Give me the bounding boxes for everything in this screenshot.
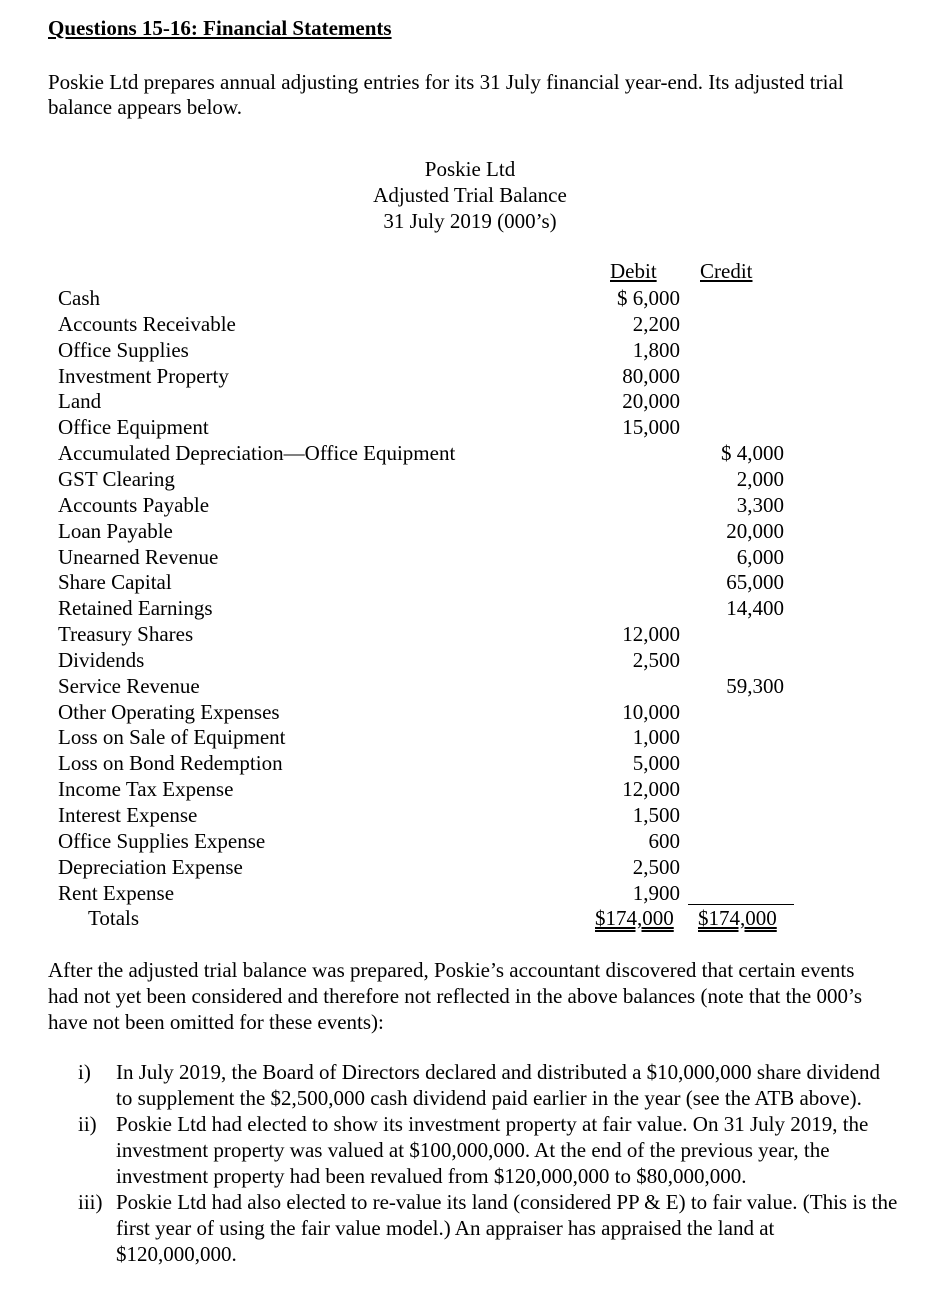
debit-amount: 2,500 xyxy=(632,854,680,879)
credit-amount: 20,000 xyxy=(726,518,784,543)
table-row xyxy=(0,518,948,544)
table-row xyxy=(0,388,948,414)
account-name: Interest Expense xyxy=(58,803,198,827)
account-name: Investment Property xyxy=(58,363,229,388)
debit-amount: 15,000 xyxy=(622,415,680,440)
event-item xyxy=(78,1059,898,1111)
table-row xyxy=(0,311,948,337)
credit-amount: 59,300 xyxy=(726,673,784,698)
debit-amount: 10,000 xyxy=(622,699,680,724)
account-name: Rent Expense xyxy=(58,880,175,905)
table-row xyxy=(0,363,948,389)
table-row xyxy=(0,673,948,699)
debit-column-header: Debit xyxy=(610,259,657,283)
event-number: iii) xyxy=(78,1190,103,1214)
account-name: Accumulated Depreciation—Office Equipment xyxy=(58,441,456,466)
debit-amount: 80,000 xyxy=(622,363,680,388)
events-list xyxy=(78,1059,898,1267)
account-name: Accounts Payable xyxy=(58,492,210,517)
table-row xyxy=(0,285,948,311)
account-name: Office Supplies Expense xyxy=(58,828,266,853)
account-name: Treasury Shares xyxy=(58,622,194,647)
account-name: Loss on Bond Redemption xyxy=(58,751,283,776)
event-number: ii) xyxy=(78,1112,97,1136)
credit-amount: $ 4,000 xyxy=(721,441,784,466)
account-name: Land xyxy=(58,389,102,414)
table-row xyxy=(0,802,948,828)
credit-amount: 14,400 xyxy=(726,596,784,621)
account-name: Office Equipment xyxy=(58,415,209,440)
credit-amount: 2,000 xyxy=(736,466,784,491)
credit-amount: 65,000 xyxy=(726,570,784,595)
table-row xyxy=(0,854,948,880)
statement-title: Adjusted Trial Balance xyxy=(373,183,567,207)
total-credit: $174,000 xyxy=(698,906,777,930)
account-name: Income Tax Expense xyxy=(58,777,234,802)
table-row xyxy=(0,724,948,750)
event-item xyxy=(78,1189,898,1267)
debit-amount: 2,200 xyxy=(632,311,680,336)
debit-amount: 5,000 xyxy=(632,751,680,776)
event-item xyxy=(78,1111,898,1189)
section-heading: Questions 15-16: Financial Statements xyxy=(48,16,392,40)
credit-amount: 6,000 xyxy=(736,544,784,569)
account-name: Dividends xyxy=(58,647,145,672)
table-row xyxy=(0,647,948,673)
account-name: Depreciation Expense xyxy=(58,854,243,879)
event-number: i) xyxy=(78,1060,91,1084)
debit-amount: 1,500 xyxy=(632,803,680,827)
account-name: Retained Earnings xyxy=(58,596,213,621)
total-debit: $174,000 xyxy=(595,906,674,930)
debit-amount: 1,900 xyxy=(632,880,680,905)
event-text: In July 2019, the Board of Directors declared and distributed a $10,000,000 share dividend to supplement the $2,500,000 cash dividend paid earlier in the year (see the ATB above). xyxy=(116,1060,880,1110)
account-name: Service Revenue xyxy=(58,673,200,698)
account-name: Other Operating Expenses xyxy=(58,699,280,724)
account-name: Cash xyxy=(58,286,100,310)
debit-amount: 600 xyxy=(648,828,680,853)
after-paragraph: After the adjusted trial balance was prepared, Poskie’s accountant discovered that certain events had not yet been considered and therefore not reflected in the above balances (note that the 000’s have not been omitted for these events): xyxy=(48,958,863,1034)
table-row xyxy=(0,699,948,725)
debit-amount: 1,000 xyxy=(632,725,680,750)
table-row xyxy=(0,414,948,440)
intro-paragraph: Poskie Ltd prepares annual adjusting entries for its 31 July financial year-end. Its adjusted trial balance appears below. xyxy=(48,70,844,119)
account-name: GST Clearing xyxy=(58,466,175,491)
debit-amount: $ 6,000 xyxy=(617,286,680,310)
account-name: Office Supplies xyxy=(58,337,189,362)
credit-amount: 3,300 xyxy=(736,492,784,517)
account-name: Accounts Receivable xyxy=(58,311,236,336)
company-name: Poskie Ltd xyxy=(424,157,516,181)
table-row xyxy=(0,569,948,595)
debit-amount: 2,500 xyxy=(632,647,680,672)
totals-label: Totals xyxy=(88,906,140,930)
event-text: Poskie Ltd had elected to show its investment property at fair value. On 31 July 2019, the investment property was valued at $100,000,000. At the end of the previous year, the investment property had been revalued from $120,000,000 to $80,000,000. xyxy=(116,1112,869,1188)
debit-amount: 12,000 xyxy=(622,777,680,802)
account-name: Loan Payable xyxy=(58,518,173,543)
account-name: Loss on Sale of Equipment xyxy=(58,725,286,750)
table-row xyxy=(0,440,948,466)
table-row xyxy=(0,466,948,492)
table-row xyxy=(0,828,948,854)
debit-amount: 20,000 xyxy=(622,389,680,414)
account-name: Share Capital xyxy=(58,570,172,595)
table-row xyxy=(0,750,948,776)
table-row xyxy=(0,595,948,621)
table-row xyxy=(0,776,948,802)
statement-date: 31 July 2019 (000’s) xyxy=(383,209,557,233)
event-text: Poskie Ltd had also elected to re-value its land (considered PP & E) to fair value. (This is the first year of using the fair value model.) An appraiser has appraised the land at $120,000,000. xyxy=(116,1190,898,1266)
account-name: Unearned Revenue xyxy=(58,544,219,569)
trial-balance-title-block xyxy=(300,156,640,234)
debit-amount: 1,800 xyxy=(632,337,680,362)
table-row xyxy=(0,337,948,363)
table-row xyxy=(0,621,948,647)
debit-amount: 12,000 xyxy=(622,622,680,647)
table-row xyxy=(0,544,948,570)
credit-column-header: Credit xyxy=(700,259,753,283)
table-row xyxy=(0,492,948,518)
table-row xyxy=(0,880,948,906)
